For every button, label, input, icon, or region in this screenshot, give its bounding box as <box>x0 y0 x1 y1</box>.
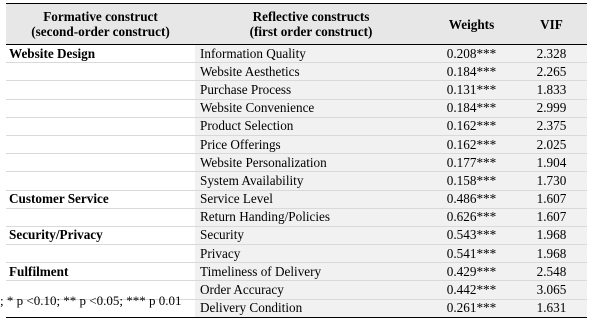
cell-vif: 1.607 <box>516 190 587 208</box>
cell-weight: 0.208*** <box>427 45 516 63</box>
table-row <box>6 263 587 281</box>
cell-formative-construct: Website Design <box>6 45 195 63</box>
cell-vif: 2.328 <box>516 45 587 63</box>
cell-formative-construct <box>6 81 195 99</box>
cell-reflective-construct: Privacy <box>195 245 427 263</box>
cell-weight: 0.541*** <box>427 245 516 263</box>
cell-formative-construct <box>6 135 195 153</box>
cell-vif: 2.375 <box>516 117 587 135</box>
table-row <box>6 208 587 226</box>
cell-weight: 0.162*** <box>427 117 516 135</box>
cell-formative-construct <box>6 63 195 81</box>
cell-reflective-construct: Information Quality <box>195 45 427 63</box>
header-reflective-constructs <box>195 4 427 45</box>
cell-vif: 1.968 <box>516 245 587 263</box>
table-row <box>6 154 587 172</box>
table-row <box>6 226 587 244</box>
cell-weight: 0.158*** <box>427 172 516 190</box>
cell-weight: 0.626*** <box>427 208 516 226</box>
cell-formative-construct: Security/Privacy <box>6 226 195 244</box>
results-table <box>6 3 587 318</box>
cell-weight: 0.442*** <box>427 281 516 299</box>
header-reflective-line2: (first order construct) <box>249 24 373 39</box>
cell-formative-construct <box>6 99 195 117</box>
cell-weight: 0.486*** <box>427 190 516 208</box>
cell-reflective-construct: Order Accuracy <box>195 281 427 299</box>
cell-vif: 2.548 <box>516 263 587 281</box>
header-vif: VIF <box>516 4 587 45</box>
cell-weight: 0.184*** <box>427 63 516 81</box>
cell-formative-construct <box>6 172 195 190</box>
table-row <box>6 135 587 153</box>
cell-vif: 1.833 <box>516 81 587 99</box>
cell-vif: 2.265 <box>516 63 587 81</box>
cell-reflective-construct: Website Personalization <box>195 154 427 172</box>
cell-weight: 0.177*** <box>427 154 516 172</box>
cell-reflective-construct: Timeliness of Delivery <box>195 263 427 281</box>
table-row <box>6 63 587 81</box>
table-row <box>6 45 587 63</box>
table-row <box>6 81 587 99</box>
cell-weight: 0.261*** <box>427 299 516 317</box>
cell-vif: 1.607 <box>516 208 587 226</box>
cell-reflective-construct: System Availability <box>195 172 427 190</box>
cell-weight: 0.543*** <box>427 226 516 244</box>
cell-weight: 0.162*** <box>427 135 516 153</box>
cell-vif: 2.025 <box>516 135 587 153</box>
cell-vif: 3.065 <box>516 281 587 299</box>
cell-formative-construct <box>6 245 195 263</box>
cell-formative-construct <box>6 208 195 226</box>
table-row <box>6 99 587 117</box>
cell-weight: 0.131*** <box>427 81 516 99</box>
cell-formative-construct <box>6 117 195 135</box>
table-row <box>6 117 587 135</box>
cell-weight: 0.429*** <box>427 263 516 281</box>
cell-reflective-construct: Security <box>195 226 427 244</box>
cell-reflective-construct: Product Selection <box>195 117 427 135</box>
cell-reflective-construct: Return Handing/Policies <box>195 208 427 226</box>
table-row <box>6 172 587 190</box>
header-formative-line2: (second-order construct) <box>31 24 170 39</box>
cell-reflective-construct: Service Level <box>195 190 427 208</box>
header-reflective-line1: Reflective constructs <box>252 9 370 24</box>
cell-reflective-construct: Purchase Process <box>195 81 427 99</box>
cell-formative-construct: Customer Service <box>6 190 195 208</box>
significance-footnote: ; * p <0.10; ** p <0.05; *** p 0.01 <box>0 293 182 308</box>
table-row <box>6 245 587 263</box>
cell-vif: 2.999 <box>516 99 587 117</box>
table-body <box>6 45 587 318</box>
cell-weight: 0.184*** <box>427 99 516 117</box>
cell-vif: 1.631 <box>516 299 587 317</box>
cell-reflective-construct: Price Offerings <box>195 135 427 153</box>
header-formative-construct <box>6 4 195 45</box>
cell-vif: 1.968 <box>516 226 587 244</box>
header-weights: Weights <box>427 4 516 45</box>
cell-formative-construct: Fulfilment <box>6 263 195 281</box>
cell-reflective-construct: Website Aesthetics <box>195 63 427 81</box>
cell-vif: 1.904 <box>516 154 587 172</box>
cell-formative-construct <box>6 154 195 172</box>
header-formative-line1: Formative construct <box>43 9 158 24</box>
cell-reflective-construct: Website Convenience <box>195 99 427 117</box>
table-row <box>6 190 587 208</box>
cell-reflective-construct: Delivery Condition <box>195 299 427 317</box>
header-row <box>6 4 587 45</box>
cell-vif: 1.730 <box>516 172 587 190</box>
